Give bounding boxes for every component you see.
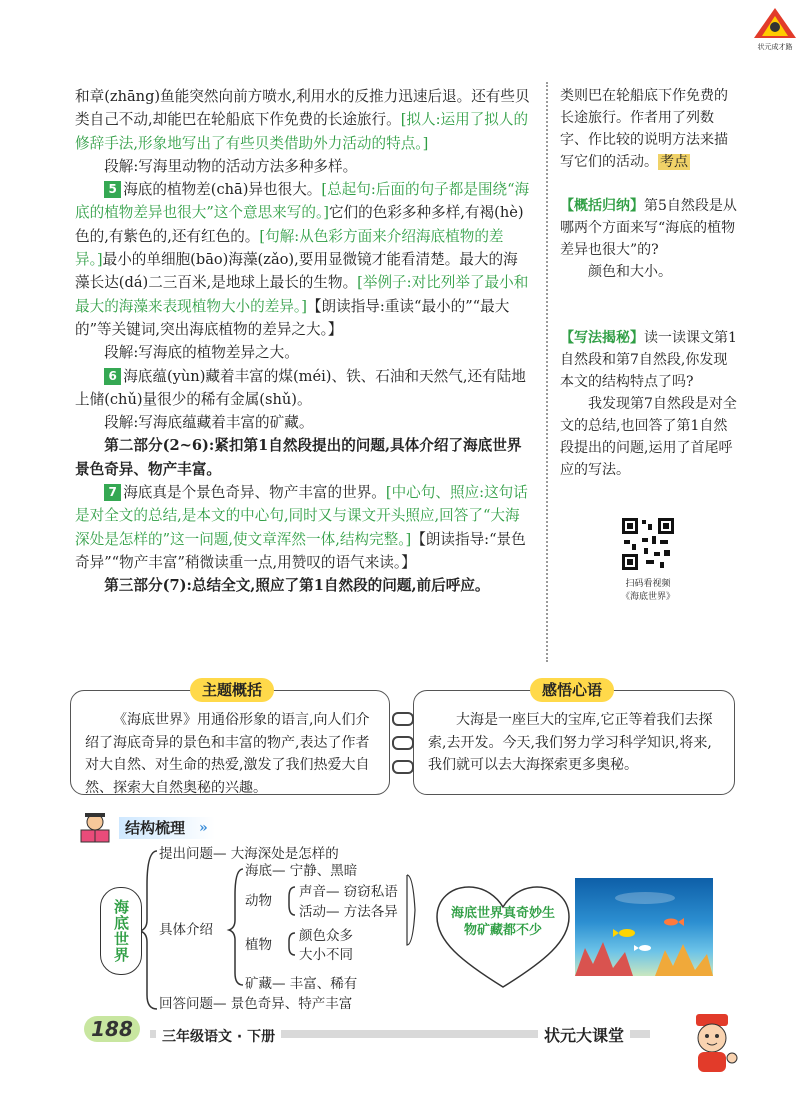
- sea-illustration: [575, 878, 713, 976]
- tree-animal: 动物: [245, 893, 272, 909]
- logo-mark-icon: [752, 6, 798, 40]
- structure-tree: [95, 845, 575, 1015]
- tree-plant-size: 大小不同: [299, 947, 353, 963]
- binder-ring: [392, 736, 414, 750]
- paragraph-number-6: 6: [104, 368, 121, 385]
- duanjie-2: 段解:写海底的植物差异之大。: [104, 344, 299, 362]
- binder-ring: [392, 712, 414, 726]
- tree-move: 活动— 方法各异: [299, 904, 398, 920]
- qr-code-icon: [620, 516, 676, 572]
- tree-plant: 植物: [245, 937, 272, 953]
- mascot: [682, 1012, 742, 1076]
- reading-kid-icon: [75, 812, 115, 844]
- tree-root-label: 海底世界: [112, 899, 130, 963]
- brand-label: 状元大课堂: [538, 1023, 630, 1046]
- part-3-summary: 第三部分(7):总结全文,照应了第1自然段的问题,前后呼应。: [104, 577, 490, 595]
- mascot-icon: [682, 1012, 742, 1076]
- qr-caption-line-1: 扫码看视频: [625, 579, 671, 589]
- tree-mineral: 矿藏— 丰富、稀有: [245, 976, 358, 992]
- theme-summary-box: [70, 690, 390, 795]
- qr-caption-line-2: 《海底世界》: [620, 592, 675, 602]
- publisher-logo: [752, 6, 798, 52]
- grade-label: 三年级语文 · 下册: [156, 1026, 281, 1046]
- answer-summary: 颜色和大小。: [588, 264, 672, 280]
- structure-header: [75, 812, 275, 844]
- kaodian-badge: 考点: [660, 154, 688, 170]
- part-2-summary: 第二部分(2~6):紧扣第1自然段提出的问题,具体介绍了海底世界景色奇异、物产丰富。: [75, 437, 522, 478]
- qr-code[interactable]: [620, 516, 676, 572]
- duanjie-1: 段解:写海里动物的活动方法多种多样。: [104, 157, 358, 175]
- insight-text: 大海是一座巨大的宝库,它正等着我们去探索,去开发。今天,我们努力学习科学知识,将来,我们就可以去大海探索更多奥秘。: [428, 712, 713, 773]
- side-notes-column: [560, 85, 740, 481]
- tree-seabed: 海底— 宁静、黑暗: [245, 863, 358, 879]
- question-summary: 【概括归纳】第5自然段是从哪两个方面来写“海底的植物差异也很大”的?: [560, 198, 737, 258]
- fish-coral-icon: [575, 878, 713, 976]
- page-number: 188: [84, 1016, 140, 1042]
- duanjie-3: 段解:写海底蕴藏着丰富的矿藏。: [104, 414, 314, 432]
- summary-heart: [433, 883, 573, 993]
- chevron-right-icon: »: [199, 820, 208, 836]
- paragraph-4-end: 和章(zhāng)鱼能突然向前方喷水,利用水的反推力迅速后退。还有些贝类自己不动,却能巴在轮船底下作免费的长途旅行。[拟人:运用了拟人的修辞手法,形象地写出了有些贝类借助外力活动的特点。]: [75, 88, 530, 152]
- heart-text: 海底世界真奇妙生物矿藏都不少: [451, 906, 556, 938]
- paragraph-7: 7 海底真是个景色奇异、物产丰富的世界。[中心句、照应:这句话是对全文的总结,是本文的中心句,同时又与课文开头照应,回答了“大海深处是怎样的”这一问题,使文章浑然一体,结构完整。]【朗读指导:“景色奇异”“物产丰富”稍微读重一点,用赞叹的语气来读。】: [75, 484, 528, 571]
- answer-writing: 我发现第7自然段是对全文的总结,也回答了第1自然段提出的问题,运用了首尾呼应的写法。: [560, 396, 737, 478]
- tree-detail-label: 具体介绍: [159, 922, 213, 938]
- logo-caption: 状元成才路: [757, 43, 793, 51]
- paragraph-number-5: 5: [104, 181, 121, 198]
- paragraph-5: 5 海底的植物差(chā)异也很大。[总起句:后面的句子都是围绕“海底的植物差异也很大”这个意思来写的。]它们的色彩多种多样,有褐(hè)色的,有紫色的,还有红色的。[句解:从色彩方面来介绍海底植物的差异。]最小的单细胞(bāo)海藻(zǎo),要用显微镜才能看清楚。最大的海藻长达(dá)二三百米,是地球上最长的生物。[举例子:对比列举了最小和最大的海藻来表现植物大小的差异。]【朗读指导:重读“最小的”“最大的”等关键词,突出海底植物的差异之大。】: [75, 181, 530, 338]
- tree-question: 提出问题— 大海深处是怎样的: [159, 846, 339, 862]
- theme-summary-text: 《海底世界》用通俗形象的语言,向人们介绍了海底奇异的景色和丰富的物产,表达了作者对大自然、对生命的热爱,激发了我们热爱大自然、探索大自然奥秘的兴趣。: [85, 712, 370, 796]
- binder-ring: [392, 760, 414, 774]
- theme-summary-title: 主题概括: [190, 678, 274, 702]
- tree-sound: 声音— 窃窃私语: [299, 884, 398, 900]
- qr-caption: [600, 578, 696, 604]
- tree-answer: 回答问题— 景色奇异、特产丰富: [159, 996, 353, 1012]
- tree-root: [100, 887, 142, 975]
- insight-box: [413, 690, 735, 795]
- paragraph-6: 6 海底蕴(yùn)藏着丰富的煤(méi)、铁、石油和天然气,还有陆地上储(chǔ)量很少的稀有金属(shǔ)。: [75, 367, 526, 408]
- main-text-column: [75, 85, 530, 598]
- column-divider: [546, 82, 548, 662]
- insight-title: 感悟心语: [530, 678, 614, 702]
- tree-plant-color: 颜色众多: [299, 928, 353, 944]
- structure-title: 结构梳理: [119, 817, 215, 839]
- question-writing: 【写法揭秘】读一读课文第1自然段和第7自然段,你发现本文的结构特点了吗?: [560, 330, 737, 390]
- summary-boxes: [70, 680, 735, 800]
- side-continuation: 类则巴在轮船底下作免费的长途旅行。作者用了列数字、作比较的说明方法来描写它们的活动。 考点: [560, 88, 728, 170]
- paragraph-number-7: 7: [104, 484, 121, 501]
